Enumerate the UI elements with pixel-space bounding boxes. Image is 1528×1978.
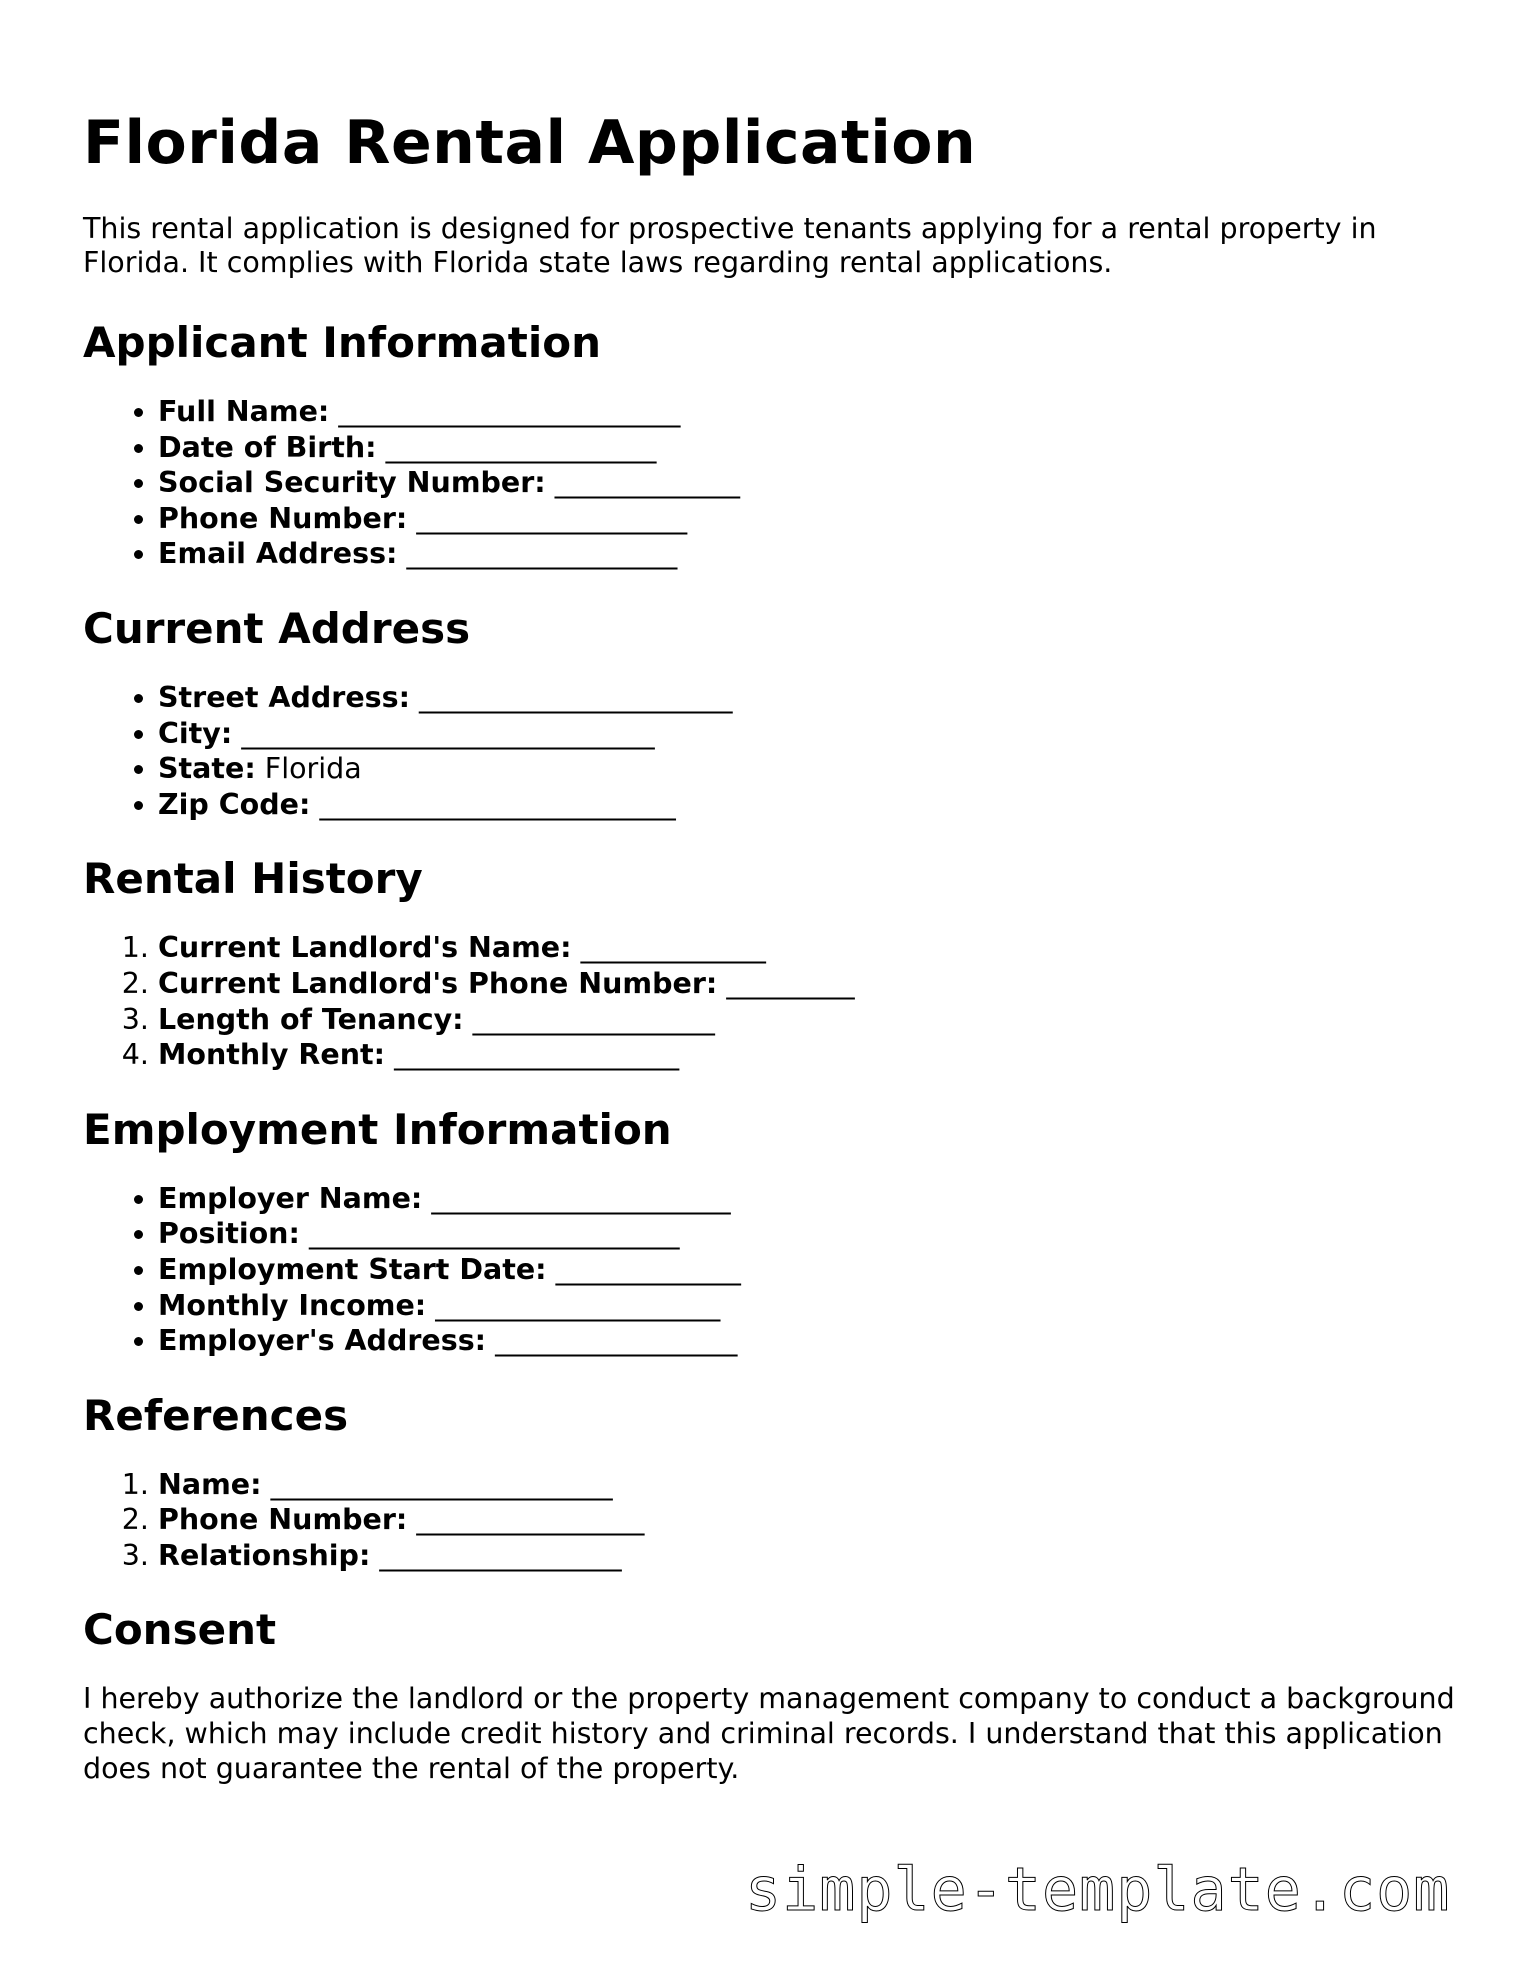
- field-value: ______________________: [419, 680, 733, 714]
- page-title: Florida Rental Application: [83, 108, 977, 178]
- field-value: _____________________________: [241, 716, 655, 750]
- section-heading-consent: Consent: [83, 1605, 277, 1655]
- field-label: Monthly Income:: [158, 1288, 427, 1322]
- list-item: [158, 1288, 1463, 1324]
- address-list: [83, 680, 1463, 822]
- list-item: [158, 1002, 1463, 1038]
- list-item: [158, 536, 1463, 572]
- list-item: [158, 751, 1463, 787]
- list-item: [158, 1467, 1463, 1503]
- list-item: [158, 930, 1463, 966]
- field-value: _________________: [472, 1002, 715, 1036]
- field-value: Florida: [264, 752, 362, 786]
- field-label: Full Name:: [158, 395, 330, 428]
- field-value: ____________________: [394, 1038, 680, 1072]
- field-value: _________________________: [319, 787, 676, 821]
- field-label: Zip Code:: [158, 787, 311, 821]
- list-item: [158, 680, 1463, 716]
- field-label: Phone Number:: [158, 1503, 408, 1537]
- rental-history-list: [83, 930, 1463, 1072]
- employment-list: [83, 1181, 1463, 1359]
- field-label: Current Landlord's Phone Number:: [158, 966, 718, 1000]
- list-item: [158, 430, 1463, 466]
- list-item: [158, 716, 1463, 752]
- section-heading-applicant: Applicant Information: [83, 318, 601, 367]
- list-item: [158, 966, 1463, 1002]
- list-item: [158, 1037, 1463, 1073]
- field-value: ___________________: [416, 501, 688, 535]
- field-value: _________: [726, 966, 855, 1000]
- list-item: [158, 394, 1463, 430]
- field-value: ____________________: [435, 1288, 721, 1322]
- field-label: Phone Number:: [158, 501, 408, 535]
- field-value: ________________________: [270, 1467, 613, 1501]
- field-value: _________________: [379, 1538, 622, 1572]
- field-label: City:: [158, 716, 233, 750]
- intro-paragraph: This rental application is designed for prospective tenants applying for a rental property in Florida. It complies with Florida state laws regarding rental applications.: [83, 212, 1377, 279]
- applicant-list: [83, 394, 1463, 572]
- document-page: [83, 98, 1463, 1786]
- field-label: Position:: [158, 1217, 300, 1251]
- section-heading-rental-history: Rental History: [83, 854, 423, 904]
- field-label: Date of Birth:: [158, 430, 377, 464]
- field-value: ________________________: [338, 395, 681, 428]
- consent-paragraph: I hereby authorize the landlord or the property management company to conduct a background check, which may include credit history and criminal records. I understand that this application does not guarantee the rental of the property.: [83, 1682, 1455, 1786]
- section-heading-references: References: [83, 1390, 349, 1440]
- references-list: [83, 1467, 1463, 1574]
- list-item: [158, 1323, 1463, 1359]
- field-label: Name:: [158, 1467, 262, 1501]
- field-value: __________________________: [308, 1217, 680, 1251]
- field-value: _____________: [580, 931, 766, 965]
- field-label: Employer's Address:: [158, 1324, 487, 1358]
- list-item: [158, 1502, 1463, 1538]
- field-label: Monthly Rent:: [158, 1038, 385, 1072]
- field-value: ________________: [416, 1503, 645, 1537]
- field-label: Employment Start Date:: [158, 1252, 547, 1286]
- list-item: [158, 1538, 1463, 1574]
- list-item: [158, 1181, 1463, 1217]
- field-label: Relationship:: [158, 1538, 371, 1572]
- field-label: Email Address:: [158, 537, 398, 571]
- field-value: ___________________: [385, 430, 657, 464]
- section-heading-employment: Employment Information: [83, 1104, 672, 1154]
- field-label: State:: [158, 752, 256, 786]
- list-item: [158, 1216, 1463, 1252]
- field-label: Length of Tenancy:: [158, 1002, 464, 1036]
- field-value: ___________________: [406, 537, 678, 571]
- section-heading-address: Current Address: [83, 603, 471, 653]
- watermark: simple-template.com: [745, 1855, 1451, 1925]
- list-item: [158, 465, 1463, 501]
- field-label: Current Landlord's Name:: [158, 931, 572, 965]
- list-item: [158, 787, 1463, 823]
- list-item: [158, 1252, 1463, 1288]
- field-value: _________________: [495, 1324, 738, 1358]
- field-label: Employer Name:: [158, 1181, 423, 1215]
- field-value: _____________: [554, 466, 741, 500]
- field-label: Social Security Number:: [158, 466, 546, 500]
- field-value: _____________________: [431, 1181, 731, 1215]
- field-label: Street Address:: [158, 680, 410, 714]
- list-item: [158, 501, 1463, 537]
- field-value: _____________: [555, 1252, 741, 1286]
